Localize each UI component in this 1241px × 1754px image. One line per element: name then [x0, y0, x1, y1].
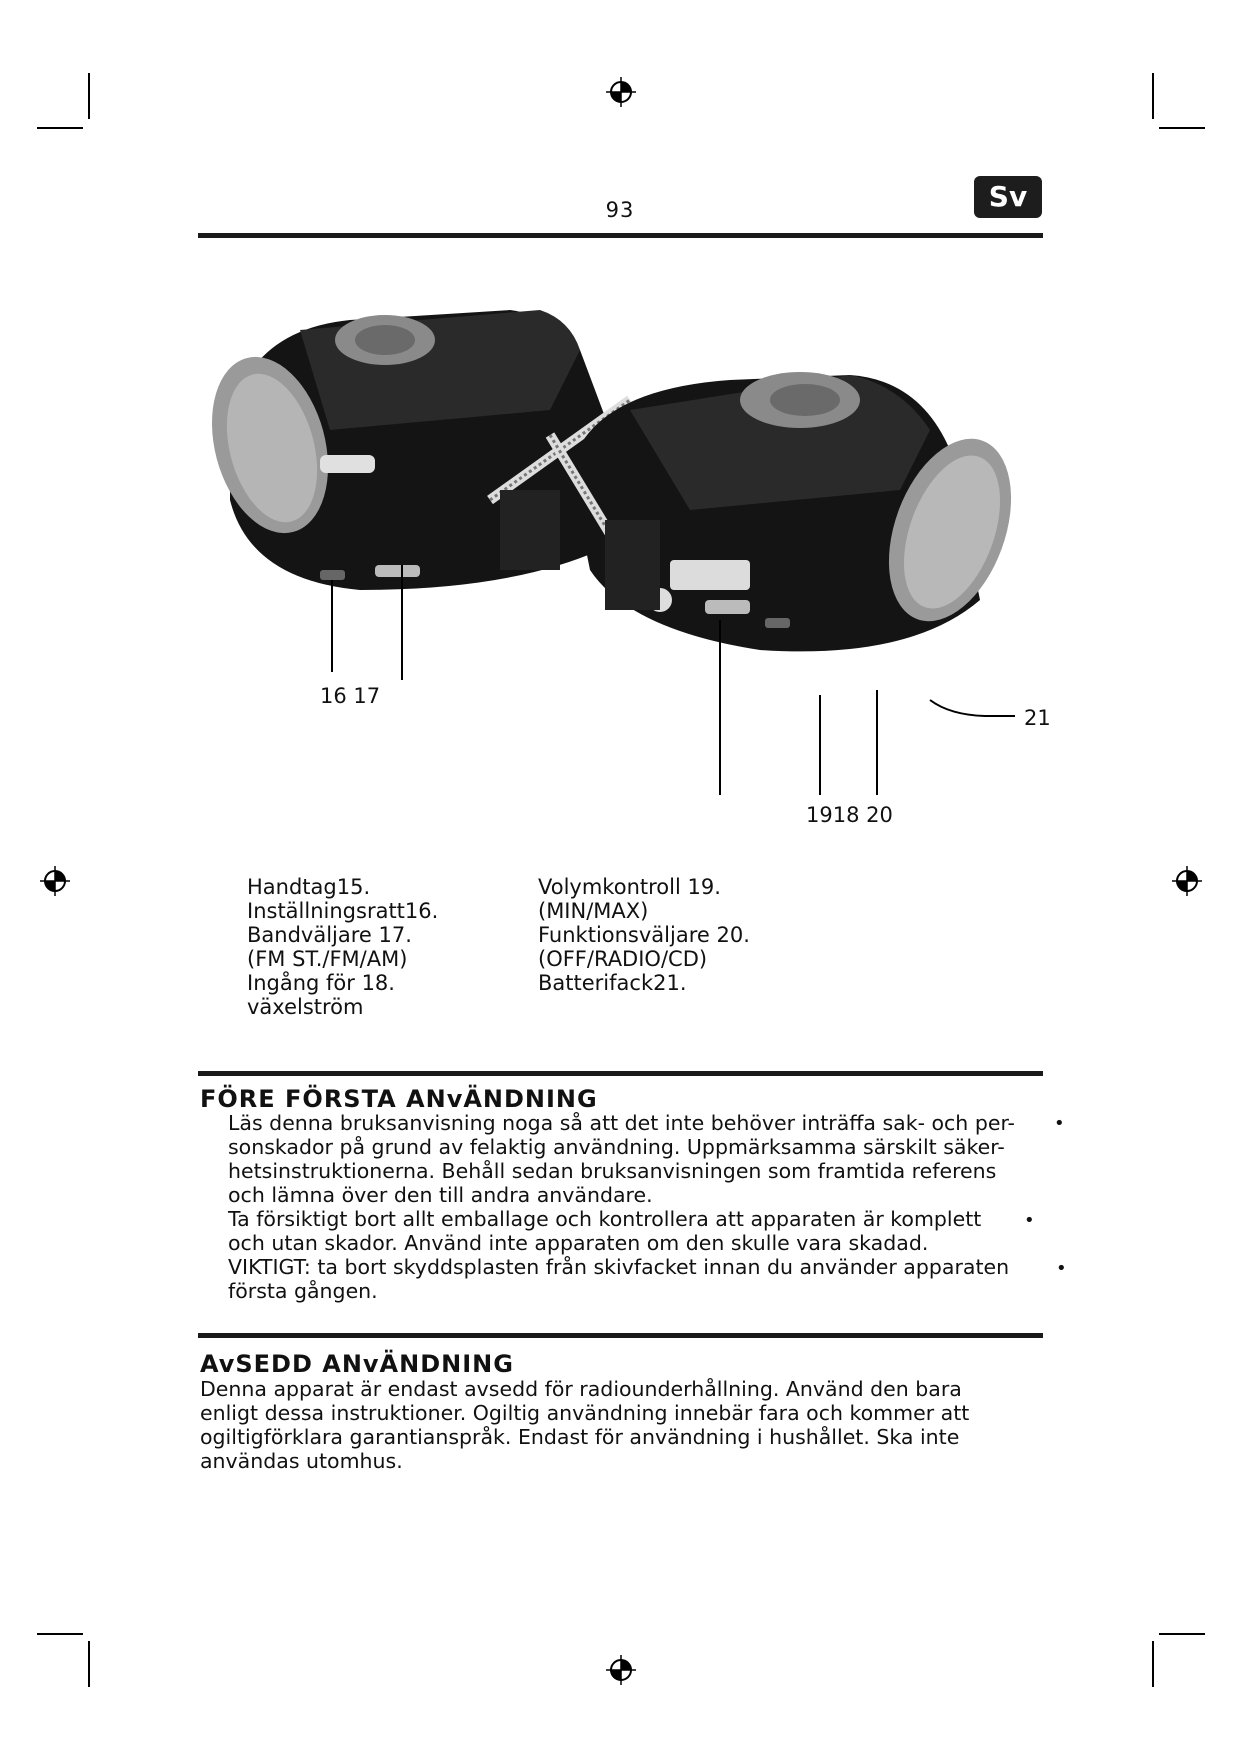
- callout-label-16-17: 16 17: [320, 684, 381, 708]
- section-body-before-first-use: [228, 1111, 1015, 1303]
- list-item: Bandväljare 17.: [247, 923, 412, 947]
- list-item: växelström: [247, 995, 364, 1019]
- list-item: Inställningsratt16.: [247, 899, 439, 923]
- text-line: användas utomhus.: [200, 1449, 403, 1473]
- crop-mark: [1152, 1641, 1154, 1687]
- bullet-icon: •: [1024, 1210, 1035, 1231]
- crop-mark: [1159, 1633, 1205, 1635]
- bullet-icon: •: [1056, 1258, 1067, 1279]
- section-heading-before-first-use: FÖRE FÖRSTA ANvÄNDNING: [200, 1085, 598, 1113]
- list-item: (MIN/MAX): [538, 899, 649, 923]
- list-item: Ingång för 18.: [247, 971, 395, 995]
- section-body-intended-use: [200, 1377, 969, 1473]
- crop-mark: [88, 1641, 90, 1687]
- page-number: 93: [605, 198, 635, 222]
- text-line: första gången.: [228, 1279, 378, 1303]
- text-line: och lämna över den till andra användare.: [228, 1183, 653, 1207]
- text-line: hetsinstruktionerna. Behåll sedan bruksanvisningen som framtida referens: [228, 1159, 997, 1183]
- text-line: enligt dessa instruktioner. Ogiltig användning innebär fara och kommer att: [200, 1401, 970, 1425]
- section-heading-intended-use: AvSEDD ANvÄNDNING: [200, 1350, 514, 1378]
- text-line: sonskador på grund av felaktig användning. Uppmärksamma särskilt säker-: [228, 1135, 1005, 1159]
- list-item: Funktionsväljare 20.: [538, 923, 750, 947]
- callout-label-18-19-20: 1918 20: [806, 803, 893, 827]
- language-tab: Sv: [974, 176, 1042, 218]
- section-rule: [198, 1333, 1043, 1338]
- crop-mark: [37, 1633, 83, 1635]
- parts-list-col1: [247, 875, 438, 1019]
- list-item: (FM ST./FM/AM): [247, 947, 408, 971]
- registration-mark-icon: [606, 1655, 636, 1685]
- callout-label-21: 21: [1024, 706, 1051, 730]
- parts-list-col2: [538, 875, 750, 995]
- text-line: Ta försiktigt bort allt emballage och kontrollera att apparaten är komplett: [228, 1207, 982, 1231]
- list-item: (OFF/RADIO/CD): [538, 947, 708, 971]
- text-line: Denna apparat är endast avsedd för radiounderhållning. Använd den bara: [200, 1377, 962, 1401]
- list-item: Handtag15.: [247, 875, 371, 899]
- list-item: Volymkontroll 19.: [538, 875, 721, 899]
- bullet-icon: •: [1054, 1113, 1065, 1134]
- text-line: Läs denna bruksanvisning noga så att det inte behöver inträffa sak- och per-: [228, 1111, 1015, 1135]
- list-item: Batterifack21.: [538, 971, 687, 995]
- callout-leader-lines: [0, 0, 1241, 820]
- text-line: VIKTIGT: ta bort skyddsplasten från skivfacket innan du använder apparaten: [228, 1255, 1010, 1279]
- registration-mark-icon: [1172, 866, 1202, 896]
- text-line: och utan skador. Använd inte apparaten om den skulle vara skadad.: [228, 1231, 929, 1255]
- section-rule: [198, 1071, 1043, 1076]
- text-line: ogiltigförklara garantianspråk. Endast för användning i hushållet. Ska inte: [200, 1425, 960, 1449]
- registration-mark-icon: [40, 866, 70, 896]
